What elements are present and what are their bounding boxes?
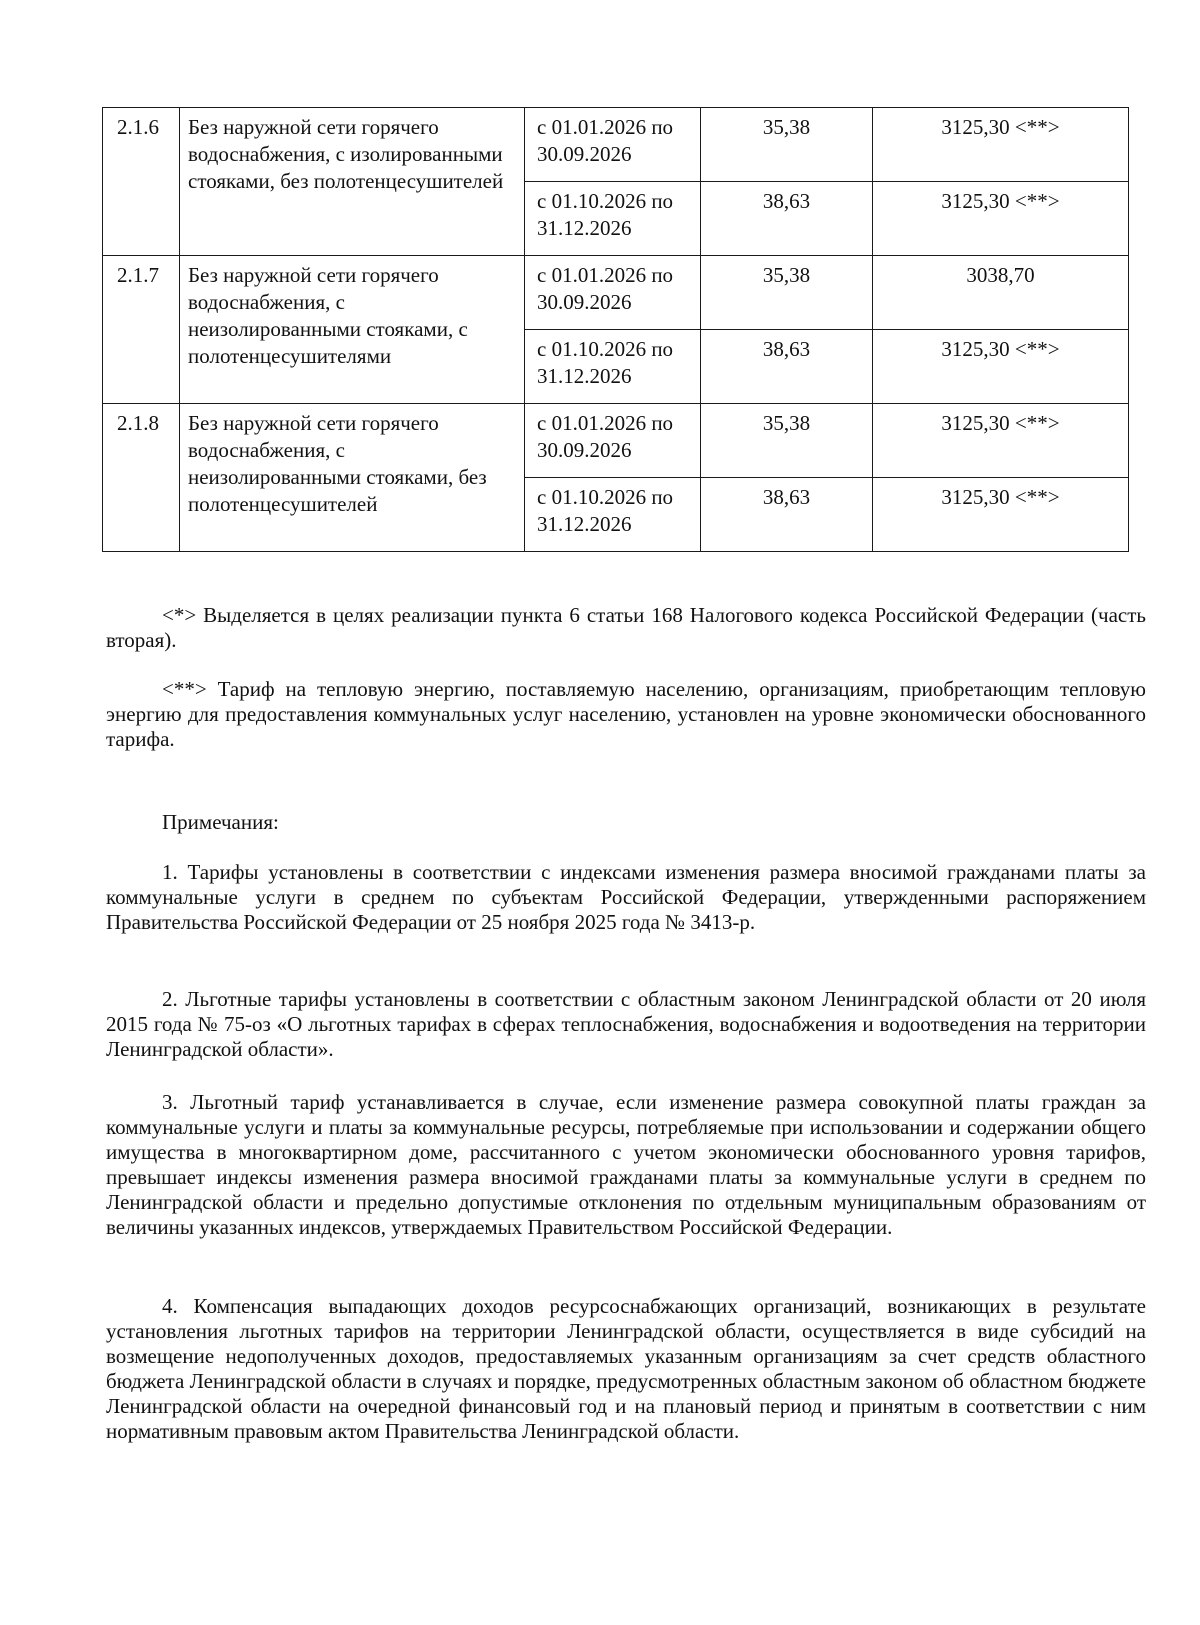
table-row — [103, 256, 1129, 330]
period-cell: с 01.10.2026 по 31.12.2026 — [525, 182, 701, 256]
row-number: 2.1.6 — [103, 108, 180, 256]
row-description: Без наружной сети горячего водоснабжения, с изолированными стояками, без полотенцесушителей — [180, 108, 525, 256]
tariff-table — [102, 107, 1129, 552]
note-item-2: 2. Льготные тарифы установлены в соответствии с областным законом Ленинградской области от 20 июля 2015 года № 75-оз «О льготных тарифах в сферах теплоснабжения, водоснабжения и водоотведения на территории Ленинградской области». — [106, 987, 1146, 1061]
row-description: Без наружной сети горячего водоснабжения, с неизолированными стояками, без полотенцесушителей — [180, 404, 525, 552]
tariff-cell: 3125,30 <**> — [873, 478, 1129, 552]
rate-cell: 35,38 — [701, 404, 873, 478]
period-cell: с 01.10.2026 по 31.12.2026 — [525, 478, 701, 552]
tariff-cell: 3038,70 — [873, 256, 1129, 330]
period-cell: с 01.01.2026 по 30.09.2026 — [525, 256, 701, 330]
tariff-cell: 3125,30 <**> — [873, 182, 1129, 256]
row-number: 2.1.8 — [103, 404, 180, 552]
footnote-single: <*> Выделяется в целях реализации пункта 6 статьи 168 Налогового кодекса Российской Федерации (часть вторая). — [106, 603, 1146, 652]
note-item-3: 3. Льготный тариф устанавливается в случае, если изменение размера совокупной платы граждан за коммунальные услуги и платы за коммунальные ресурсы, потребляемые при использовании и содержании общего имущества в многоквартирном доме, рассчитанного с учетом экономически обоснованного уровня тарифов, превышает индексы изменения размера вносимой гражданами платы за коммунальные услуги в среднем по Ленинградской области и предельно допустимые отклонения по отдельным муниципальным образованиям от величины указанных индексов, утверждаемых Правительством Российской Федерации. — [106, 1090, 1146, 1239]
row-description: Без наружной сети горячего водоснабжения, с неизолированными стояками, с полотенцесушителями — [180, 256, 525, 404]
rate-cell: 35,38 — [701, 256, 873, 330]
table-row — [103, 108, 1129, 182]
rate-cell: 38,63 — [701, 478, 873, 552]
period-cell: с 01.01.2026 по 30.09.2026 — [525, 108, 701, 182]
period-cell: с 01.01.2026 по 30.09.2026 — [525, 404, 701, 478]
note-item-1: 1. Тарифы установлены в соответствии с индексами изменения размера вносимой гражданами платы за коммунальные услуги в среднем по субъектам Российской Федерации, утвержденными распоряжением Правительства Российской Федерации от 25 ноября 2025 года № 3413-р. — [106, 860, 1146, 934]
period-cell: с 01.10.2026 по 31.12.2026 — [525, 330, 701, 404]
tariff-cell: 3125,30 <**> — [873, 108, 1129, 182]
tariff-cell: 3125,30 <**> — [873, 404, 1129, 478]
rate-cell: 38,63 — [701, 330, 873, 404]
row-number: 2.1.7 — [103, 256, 180, 404]
notes-heading: Примечания: — [162, 810, 279, 834]
rate-cell: 35,38 — [701, 108, 873, 182]
table-row — [103, 404, 1129, 478]
note-item-4: 4. Компенсация выпадающих доходов ресурсоснабжающих организаций, возникающих в результате установления льготных тарифов на территории Ленинградской области, осуществляется в виде субсидий на возмещение недополученных доходов, предоставляемых указанным организациям за счет средств областного бюджета Ленинградской области в случаях и порядке, предусмотренных областным законом об областном бюджете Ленинградской области на очередной финансовый год и на плановый период и принятым в соответствии с ним нормативным правовым актом Правительства Ленинградской области. — [106, 1294, 1146, 1443]
tariff-cell: 3125,30 <**> — [873, 330, 1129, 404]
rate-cell: 38,63 — [701, 182, 873, 256]
footnote-double: <**> Тариф на тепловую энергию, поставляемую населению, организациям, приобретающим тепловую энергию для предоставления коммунальных услуг населению, установлен на уровне экономически обоснованного тарифа. — [106, 677, 1146, 751]
